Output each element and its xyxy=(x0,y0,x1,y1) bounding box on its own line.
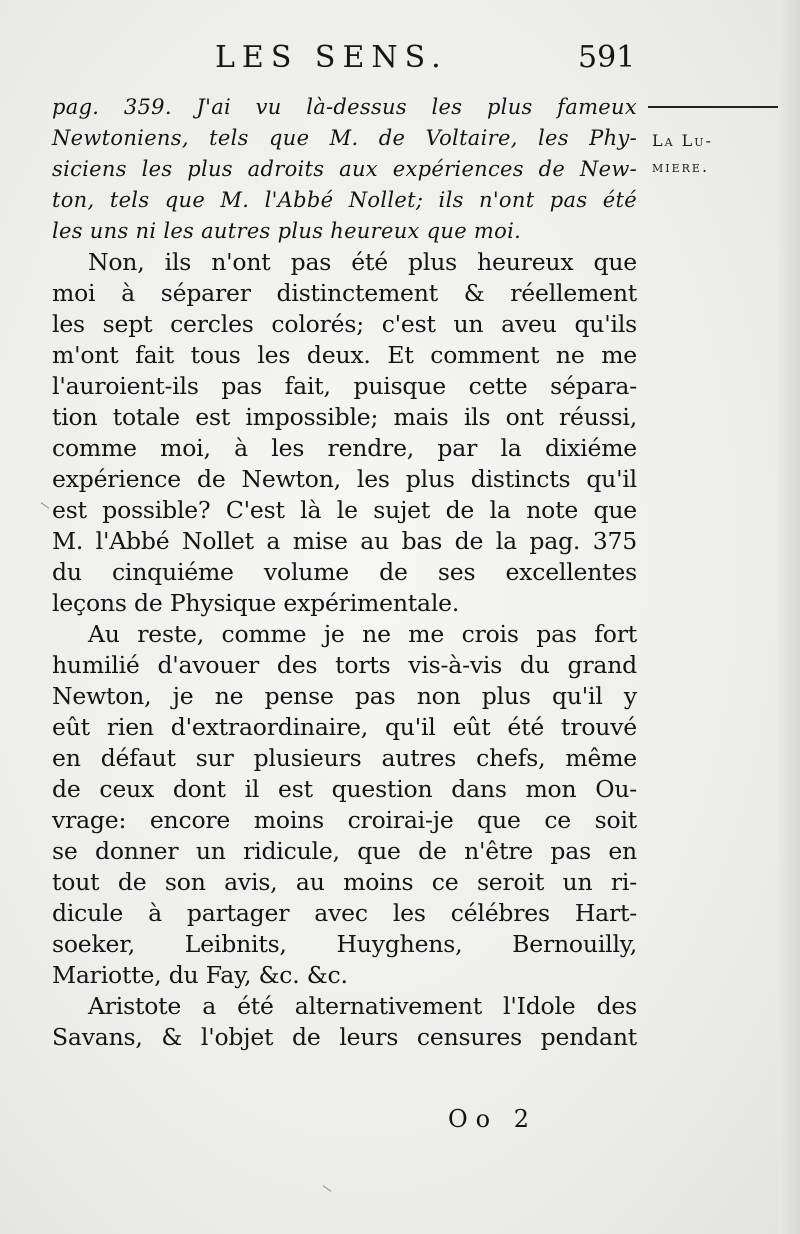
text-line: Au reste, comme je ne me crois pas fort xyxy=(88,620,637,648)
text-line: m'ont fait tous les deux. Et comment ne me xyxy=(52,341,637,369)
text-line: vrage: encore moins croirai-je que ce soit xyxy=(52,806,637,834)
text-line: Newtoniens, tels que M. de Voltaire, les Phy- xyxy=(52,126,637,150)
text-line: l'auroient-ils pas fait, puisque cette sépara- xyxy=(52,372,637,400)
paragraph-1 xyxy=(52,247,637,619)
text-line: les sept cercles colorés; c'est un aveu qu'ils xyxy=(52,310,637,338)
paragraph-3 xyxy=(52,991,637,1053)
text-line: se donner un ridicule, que de n'être pas en xyxy=(52,837,637,865)
text-line: du cinquiéme volume de ses excellentes xyxy=(52,558,637,586)
quoted-passage xyxy=(52,92,637,247)
text-line: en défaut sur plusieurs autres chefs, même xyxy=(52,744,637,772)
text-line: moi à séparer distinctement & réellement xyxy=(52,279,637,307)
page-number: 591 xyxy=(578,40,636,75)
text-line: comme moi, à les rendre, par la dixiéme xyxy=(52,434,637,462)
marginal-note-line: miere. xyxy=(652,157,710,176)
text-line: M. l'Abbé Nollet a mise au bas de la pag. 375 xyxy=(52,527,637,555)
stray-mark xyxy=(41,502,50,509)
stray-mark xyxy=(323,1185,332,1192)
text-line: Aristote a été alternativement l'Idole des xyxy=(88,992,637,1020)
text-line: ton, tels que M. l'Abbé Nollet; ils n'ont pas été xyxy=(52,188,637,212)
text-line: Non, ils n'ont pas été plus heureux que xyxy=(88,248,637,276)
text-line: eût rien d'extraordinaire, qu'il eût été trouvé xyxy=(52,713,637,741)
text-line: tion totale est impossible; mais ils ont réussi, xyxy=(52,403,637,431)
text-line: dicule à partager avec les célébres Hart- xyxy=(52,899,637,927)
text-line: siciens les plus adroits aux expériences de New- xyxy=(52,157,637,181)
text-line: humilié d'avouer des torts vis-à-vis du grand xyxy=(52,651,637,679)
margin-rule xyxy=(648,106,780,108)
text-line: tout de son avis, au moins ce seroit un ri- xyxy=(52,868,637,896)
body-text xyxy=(52,92,637,1053)
text-line: soeker, Leibnits, Huyghens, Bernouilly, xyxy=(52,930,637,958)
text-line: est possible? C'est là le sujet de la note que xyxy=(52,496,637,524)
text-line: Mariotte, du Fay, &c. &c. xyxy=(52,961,348,989)
page-header xyxy=(0,40,800,80)
text-line: expérience de Newton, les plus distincts qu'il xyxy=(52,465,637,493)
page-edge-shadow xyxy=(778,0,800,1234)
text-line: pag. 359. J'ai vu là-dessus les plus fameux xyxy=(52,95,637,119)
marginal-note-line: La Lu- xyxy=(652,131,713,150)
text-line: Savans, & l'objet de leurs censures pendant xyxy=(52,1023,637,1051)
signature-mark: Oo 2 xyxy=(448,1105,538,1133)
running-title: LES SENS. xyxy=(215,40,448,75)
text-line: les uns ni les autres plus heureux que moi. xyxy=(52,219,522,243)
marginal-note xyxy=(652,128,792,180)
paragraph-2 xyxy=(52,619,637,991)
text-line: leçons de Physique expérimentale. xyxy=(52,589,460,617)
text-line: de ceux dont il est question dans mon Ou- xyxy=(52,775,637,803)
text-line: Newton, je ne pense pas non plus qu'il y xyxy=(52,682,637,710)
